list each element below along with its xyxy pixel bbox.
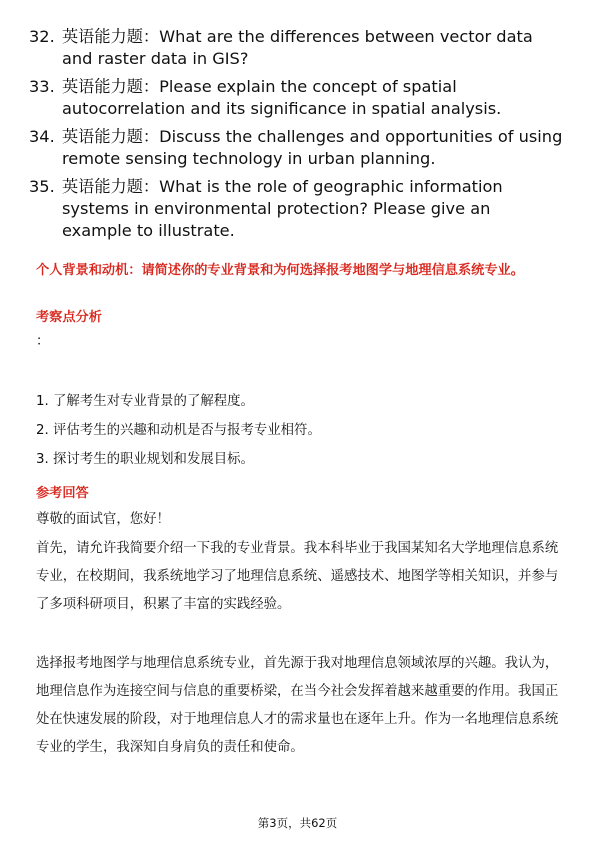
question-text: 英语能力题：What are the differences between vector data and raster data in GIS? — [62, 27, 533, 68]
analysis-heading: 考察点分析 — [36, 310, 102, 325]
greeting: 尊敬的面试官，您好！ — [36, 512, 170, 527]
analysis-colon: ： — [36, 334, 50, 349]
analysis-point: 2. 评估考生的兴趣和动机是否与报考专业相符。 — [36, 423, 321, 438]
question-text: 英语能力题：Discuss the challenges and opportunities of using remote sensing technology in urban planning. — [62, 127, 563, 168]
answer-paragraph-1: 首先，请允许我简要介绍一下我的专业背景。我本科毕业于我国某知名大学地理信息系统专业，在校期间，我系统地学习了地理信息系统、遥感技术、地图学等相关知识，并参与了多项科研项目，积累了丰富的实践经验。 — [36, 541, 559, 612]
answer-paragraph-2: 选择报考地图学与地理信息系统专业，首先源于我对地理信息领域浓厚的兴趣。我认为，地理信息作为连接空间与信息的重要桥梁，在当今社会发挥着越来越重要的作用。我国正处在快速发展的阶段，对于地理信息人才的需求量也在逐年上升。作为一名地理信息系统专业的学生，我深知自身肩负的责任和使命。 — [36, 656, 559, 755]
question-item — [24, 26, 564, 70]
question-number: 33. — [29, 77, 55, 96]
question-item — [24, 176, 564, 242]
page-footer: 第3页，共62页 — [257, 816, 338, 830]
question-text: 英语能力题：Please explain the concept of spatial autocorrelation and its significance in spatial analysis. — [62, 77, 502, 118]
reference-heading: 参考回答 — [36, 486, 89, 501]
question-item — [24, 76, 564, 120]
question-item — [24, 126, 564, 170]
section-title: 个人背景和动机：请简述你的专业背景和为何选择报考地图学与地理信息系统专业。 — [36, 263, 524, 278]
question-text: 英语能力题：What is the role of geographic information systems in environmental protection? Please give an example to illustrate. — [62, 177, 503, 240]
question-number: 35. — [29, 177, 55, 196]
question-number: 32. — [29, 27, 55, 46]
question-number: 34. — [29, 127, 55, 146]
analysis-point: 1. 了解考生对专业背景的了解程度。 — [36, 394, 254, 409]
analysis-point: 3. 探讨考生的职业规划和发展目标。 — [36, 452, 254, 467]
question-list — [24, 26, 564, 248]
